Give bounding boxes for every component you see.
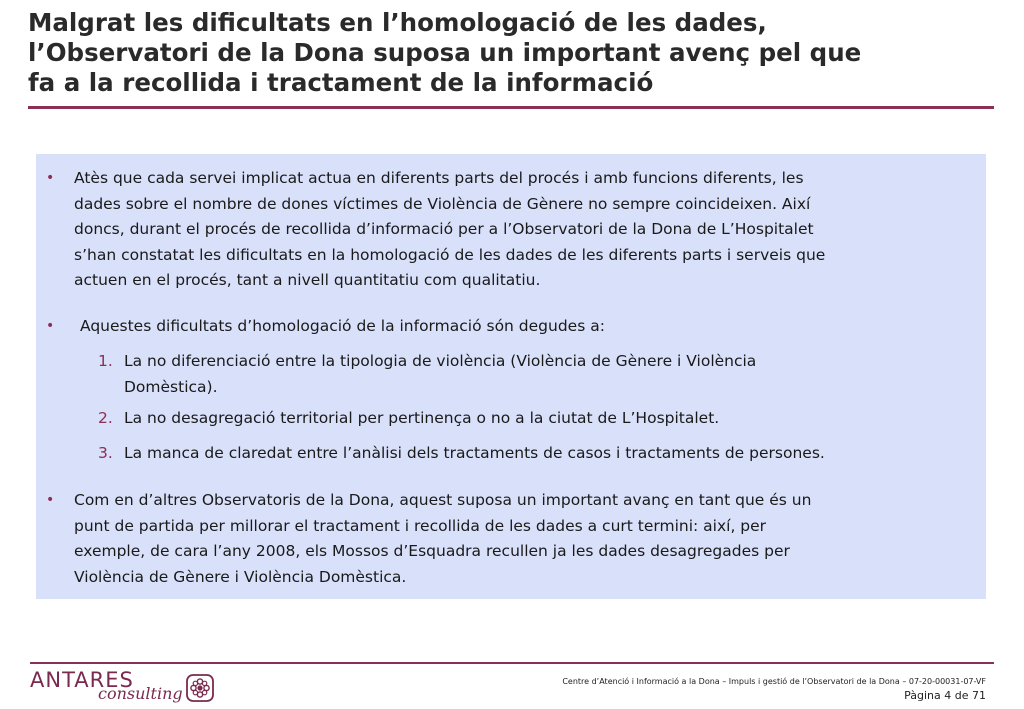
paragraph-3-text (74, 488, 969, 590)
list-number: 2. (98, 409, 113, 427)
paragraph-2-text: Aquestes dificultats d’homologació de la informació són degudes a: (80, 317, 605, 335)
list-line: La manca de claredat entre l’anàlisi dels tractaments de casos i tractaments de persones. (124, 444, 825, 462)
paragraph-1-text (74, 166, 969, 294)
paragraph-line: Violència de Gènere i Violència Domèstica. (74, 567, 407, 586)
footer-document-reference: Centre d’Atenció i Informació a la Dona – Impuls i gestió de l’Observatori de la Dona – 07-20-00031-07-VF (562, 677, 986, 686)
paragraph-line: Com en d’altres Observatoris de la Dona, aquest suposa un important avanç en tant que és un (74, 491, 812, 509)
logo-wordmark: ANTARES (30, 668, 134, 692)
list-line: La no desagregació territorial per pertinença o no a la ciutat de L’Hospitalet. (124, 409, 720, 427)
list-line: Domèstica). (124, 377, 218, 396)
paragraph-line: doncs, durant el procés de recollida d’informació per a l’Observatori de la Dona de L’Hospitalet (74, 220, 814, 238)
footer-divider (30, 662, 994, 664)
logo-subtitle: consulting (98, 684, 183, 703)
page-title (28, 8, 1008, 98)
list-number: 3. (98, 444, 113, 462)
title-line-3: fa a la recollida i tractament de la informació (28, 68, 654, 97)
flower-seal-icon (186, 674, 214, 702)
bullet-icon: • (46, 492, 55, 508)
bullet-icon: • (46, 318, 55, 334)
paragraph-line: Atès que cada servei implicat actua en diferents parts del procés i amb funcions diferents, les (74, 169, 804, 187)
title-line-1: Malgrat les dificultats en l’homologació de les dades, (28, 8, 767, 37)
bullet-icon: • (46, 170, 55, 186)
paragraph-line: exemple, de cara l’any 2008, els Mossos d’Esquadra recullen ja les dades desagregades per (74, 542, 790, 560)
paragraph-line: punt de partida per millorar el tractament i recollida de les dades a curt termini: així, per (74, 516, 767, 535)
title-line-2: l’Observatori de la Dona suposa un important avenç pel que (28, 38, 862, 67)
list-item-text (124, 441, 964, 467)
list-item-text (124, 349, 964, 400)
paragraph-line: s’han constatat les dificultats en la homologació de les dades de les diferents parts i serveis que (74, 245, 826, 264)
paragraph-line: dades sobre el nombre de dones víctimes de Violència de Gènere no sempre coincideixen. Així (74, 194, 811, 213)
list-line: La no diferenciació entre la tipologia de violència (Violència de Gènere i Violència (124, 352, 757, 370)
paragraph-line: actuen en el procés, tant a nivell quantitatiu com qualitatiu. (74, 271, 541, 289)
list-number: 1. (98, 352, 113, 370)
list-item-text (124, 406, 964, 432)
content-panel (36, 154, 986, 599)
page-number: Pàgina 4 de 71 (904, 689, 986, 702)
title-divider (28, 106, 994, 109)
